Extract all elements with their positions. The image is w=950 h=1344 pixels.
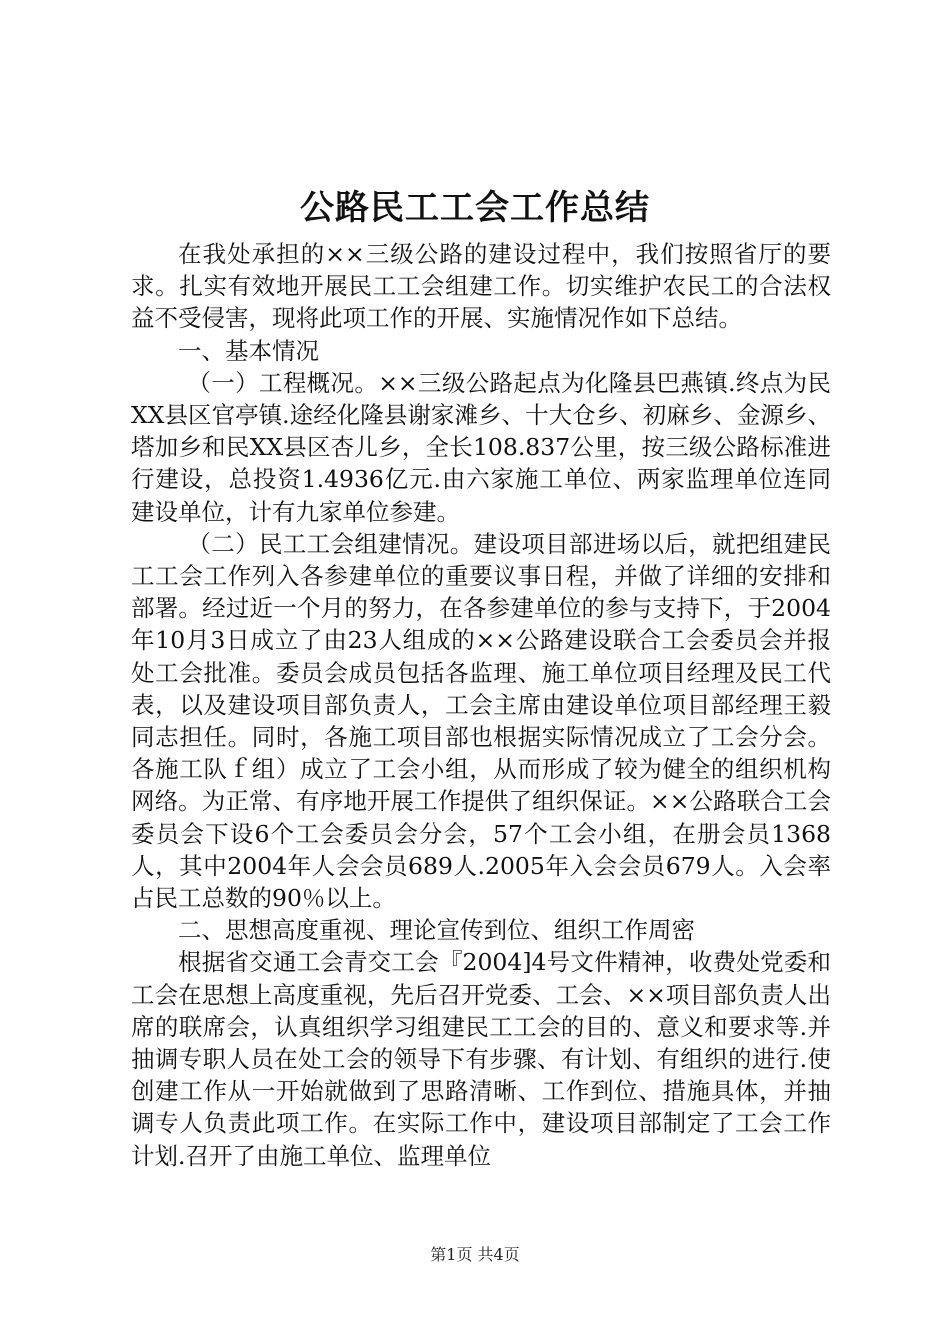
document-body	[131, 238, 831, 1172]
project-overview-paragraph: （一）工程概况。××三级公路起点为化隆县巴燕镇.终点为民XX县区官亭镇.途经化隆县谢家滩乡、十大仓乡、初麻乡、金源乡、塔加乡和民XX县区杏儿乡，全长108.837公里，按三级公路标准进行建设，总投资1.4936亿元.由六家施工单位、两家监理单位连同建设单位，计有九家单位参建。	[131, 368, 831, 526]
section-heading-ideology: 二、思想高度重视、理论宣传到位、组织工作周密	[178, 916, 695, 945]
page-number-footer: 第1页 共4页	[430, 1245, 520, 1264]
union-formation-paragraph: （二）民工工会组建情况。建设项目部进场以后，就把组建民工工会工作列入各参建单位的重要议事日程，并做了详细的安排和部署。经过近一个月的努力，在各参建单位的参与支持下，于2004年10月3日成立了由23人组成的××公路建设联合工会委员会并报处工会批准。委员会成员包括各监理、施工单位项目经理及民工代表，以及建设项目部负责人，工会主席由建设单位项目部经理王毅同志担任。同时，各施工项目部也根据实际情况成立了工会分会。各施工队ｆ组）成立了工会小组，从而形成了较为健全的组织机构网络。为正常、有序地开展工作提供了组织保证。××公路联合工会委员会下设6个工会委员会分会，57个工会小组，在册会员1368人，其中2004年人会会员689人.2005年入会会员679人。入会率占民工总数的90％以上。	[131, 529, 831, 913]
ideology-paragraph: 根据省交通工会青交工会『2004]4号文件精神，收费处党委和工会在思想上高度重视，先后召开党委、工会、××项目部负责人出席的联席会，认真组织学习组建民工工会的目的、意义和要求等.并抽调专职人员在处工会的领导下有步骤、有计划、有组织的进行.使创建工作从一开始就做到了思路清晰、工作到位、措施具体，并抽调专人负责此项工作。在实际工作中，建设项目部制定了工会工作计划.召开了由施工单位、监理单位	[131, 948, 831, 1170]
document-title: 公路民工工会工作总结	[300, 188, 650, 228]
section-heading-basic: 一、基本情况	[178, 336, 319, 365]
intro-paragraph: 在我处承担的××三级公路的建设过程中，我们按照省厅的要求。扎实有效地开展民工工会组建工作。切实维护农民工的合法权益不受侵害，现将此项工作的开展、实施情况作如下总结。	[131, 240, 831, 333]
